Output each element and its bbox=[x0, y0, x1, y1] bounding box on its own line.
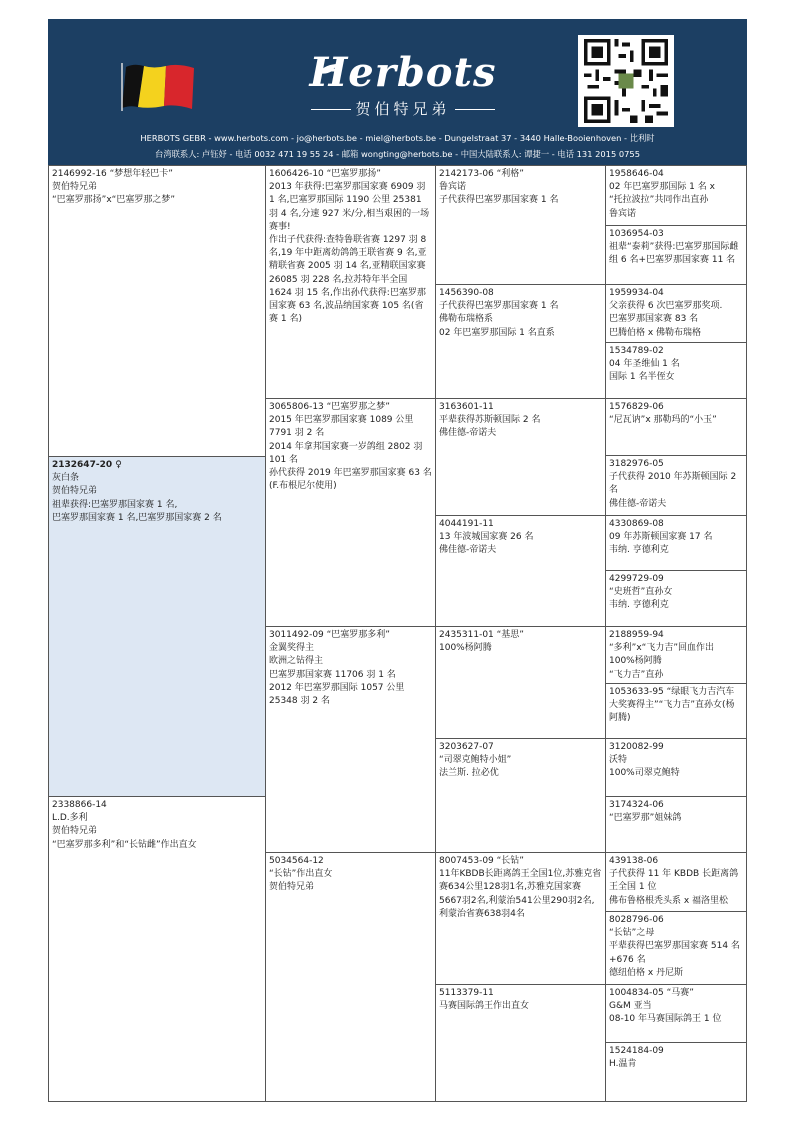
g2-box bbox=[265, 852, 436, 1102]
g4-box bbox=[605, 852, 747, 912]
g4-line: H.温肯 bbox=[609, 1059, 637, 1070]
g4-line: “长钻”之母 bbox=[609, 928, 655, 939]
g2-line: 3065806-13 “巴塞罗那之梦” bbox=[269, 402, 390, 412]
subject-id: 2132647-20 ♀ bbox=[52, 460, 122, 470]
qr-code-icon bbox=[578, 35, 674, 127]
g2-box bbox=[265, 165, 436, 399]
g2-line: 2012 年巴塞罗那国际 1057 公里 25348 羽 2 名 bbox=[269, 682, 405, 707]
sire-line: 2146992-16 “梦想年轻巴卡” bbox=[52, 169, 173, 179]
g4-line: 3182976-05 bbox=[609, 459, 664, 469]
g3-line: 5113379-11 bbox=[439, 988, 494, 998]
g3-box bbox=[435, 284, 606, 399]
g4-line: 100%杨阿腾 bbox=[609, 656, 662, 667]
g4-box bbox=[605, 683, 747, 739]
g3-line: 3163601-11 bbox=[439, 402, 494, 412]
brand-cn: 贺伯特兄弟 bbox=[298, 98, 508, 119]
g4-line: 韦纳. 亨德利克 bbox=[609, 600, 669, 611]
g4-line: 1534789-02 bbox=[609, 346, 664, 356]
g4-line: 祖辈“泰莉”获得:巴塞罗那国际雌组 6 名+巴塞罗那国家赛 11 名 bbox=[609, 242, 739, 266]
contact-line-1: HERBOTS GEBR - www.herbots.com - jo@herbots.be - miel@herbots.be - Dungelstraat 37 - 3440 Halle-Booienhoven - 比利时 bbox=[140, 133, 655, 143]
g4-box bbox=[605, 738, 747, 797]
g4-line: 平辈获得巴塞罗那国家赛 514 名+676 名 bbox=[609, 941, 740, 965]
g3-box bbox=[435, 984, 606, 1102]
g4-line: “飞力吉”直孙 bbox=[609, 669, 664, 680]
g4-line: 100%司翠克鲍特 bbox=[609, 768, 680, 779]
g3-line: 马赛国际鸽王作出直女 bbox=[439, 1001, 530, 1012]
g2-line: “长钻”作出直女 bbox=[269, 869, 333, 880]
g2-line: 3011492-09 “巴塞罗那多利” bbox=[269, 630, 390, 640]
g3-line: 法兰斯. 拉必优 bbox=[439, 768, 499, 779]
dam-box bbox=[48, 796, 266, 1102]
g2-line: 2015 年巴塞罗那国家赛 1089 公里 7791 羽 2 名 bbox=[269, 415, 414, 439]
g4-line: 1053633-95 “绿眼飞力吉汽车大奖赛得主”“飞力吉”直孙女(杨阿腾) bbox=[609, 687, 735, 724]
g3-line: 佛佳德-帝诺夫 bbox=[439, 545, 497, 556]
g2-line: 1606426-10 “巴塞罗那扬” bbox=[269, 169, 381, 179]
sire-line: 贺伯特兄弟 bbox=[52, 182, 98, 193]
g3-line: 佛佳德-帝诺夫 bbox=[439, 428, 497, 439]
g4-line: 巴塞罗那国家赛 83 名 bbox=[609, 314, 699, 325]
g3-box bbox=[435, 165, 606, 285]
g2-line: 孙代获得 2019 年巴塞罗那国家赛 63 名(F.布根尼尔使用) bbox=[269, 468, 432, 492]
g2-line: 巴塞罗那国家赛 11706 羽 1 名 bbox=[269, 669, 396, 680]
g4-line: 韦纳. 亨德利克 bbox=[609, 545, 669, 556]
g2-line: 2014 年拿邦国家赛一岁鸽组 2802 羽 101 名 bbox=[269, 441, 423, 465]
g4-line: 巴腾伯格 x 佛勒布瑞格 bbox=[609, 327, 702, 338]
g4-line: 国际 1 名半侄女 bbox=[609, 372, 675, 383]
g4-box bbox=[605, 398, 747, 456]
belgian-flag-icon bbox=[120, 59, 200, 111]
g4-box bbox=[605, 796, 747, 853]
g4-box bbox=[605, 911, 747, 985]
g4-line: 德纽伯格 x 丹尼斯 bbox=[609, 967, 684, 978]
g4-line: 1524184-09 bbox=[609, 1046, 664, 1056]
g3-line: 8007453-09 “长钻” bbox=[439, 856, 524, 866]
sire-box bbox=[48, 165, 266, 457]
g4-box bbox=[605, 984, 747, 1043]
g4-box bbox=[605, 515, 747, 571]
brand-logo: Herbots bbox=[309, 49, 497, 96]
g2-line: 贺伯特兄弟 bbox=[269, 882, 315, 893]
g4-line: “尼瓦讷”x 那勒玛的“小玉” bbox=[609, 415, 717, 426]
g4-line: 1959934-04 bbox=[609, 288, 664, 298]
g4-box bbox=[605, 284, 747, 343]
g3-line: 4044191-11 bbox=[439, 519, 494, 529]
g4-line: 1036954-03 bbox=[609, 229, 664, 239]
g3-line: 2142173-06 “利格” bbox=[439, 169, 524, 179]
dam-line: “巴塞罗那多利”和“长钻雌”作出直女 bbox=[52, 839, 197, 850]
g2-line: 作出子代获得:查特鲁联省赛 1297 羽 8 名,19 年中距离幼鸽鸽王联省赛 9 名,亚精联省赛 2005 羽 14 名,亚精联国家赛 26085 羽 228 名,拉苏特年半全国 1624 羽 15 名,作出孙代获得:巴塞罗那国家赛 63 名,波品纳国家赛 105 名(省赛 1 名) bbox=[269, 235, 427, 325]
g4-line: 1004834-05 “马赛” bbox=[609, 988, 694, 998]
subject-line: 贺伯特兄弟 bbox=[52, 486, 98, 497]
g4-line: 04 年圣维仙 1 名 bbox=[609, 359, 680, 370]
sire-line: “巴塞罗那扬”x“巴塞罗那之梦” bbox=[52, 195, 175, 206]
g4-line: 08-10 年马赛国际鸽王 1 位 bbox=[609, 1014, 722, 1025]
g4-line: “史班哲”直孙女 bbox=[609, 587, 673, 598]
g4-line: 1576829-06 bbox=[609, 402, 664, 412]
g4-line: 1958646-04 bbox=[609, 169, 664, 179]
dam-line: L.D.多利 bbox=[52, 813, 88, 824]
g3-line: 子代获得巴塞罗那国家赛 1 名 bbox=[439, 301, 559, 312]
g4-line: 3120082-99 bbox=[609, 742, 664, 752]
g3-box bbox=[435, 738, 606, 853]
g4-box bbox=[605, 342, 747, 399]
g3-line: 100%杨阿腾 bbox=[439, 643, 492, 654]
g3-line: 13 年波城国家赛 26 名 bbox=[439, 532, 534, 543]
g3-line: 2435311-01 “基思” bbox=[439, 630, 524, 640]
g3-box bbox=[435, 626, 606, 739]
g4-line: “托拉波拉”共同作出直孙 bbox=[609, 195, 709, 206]
g4-line: “多利”x“飞力吉”回血作出 bbox=[609, 643, 714, 654]
g2-box bbox=[265, 626, 436, 853]
dam-line: 2338866-14 bbox=[52, 800, 107, 810]
g4-line: 02 年巴塞罗那国际 1 名 x bbox=[609, 182, 715, 193]
g4-line: 4299729-09 bbox=[609, 574, 664, 584]
g3-line: 平辈获得苏斯顿国际 2 名 bbox=[439, 415, 541, 426]
g2-line: 5034564-12 bbox=[269, 856, 324, 866]
g3-line: 02 年巴塞罗那国际 1 名直系 bbox=[439, 327, 555, 338]
g4-line: 父亲获得 6 次巴塞罗那奖项. bbox=[609, 301, 723, 312]
g4-line: 2188959-94 bbox=[609, 630, 664, 640]
g4-line: 3174324-06 bbox=[609, 800, 664, 810]
g4-box bbox=[605, 165, 747, 226]
g4-box bbox=[605, 1042, 747, 1102]
subject-line: 灰白条 bbox=[52, 473, 80, 484]
g4-box bbox=[605, 626, 747, 684]
g4-line: 子代获得 11 年 KBDB 长距离鸽王全国 1 位 bbox=[609, 869, 739, 893]
g4-box bbox=[605, 225, 747, 285]
g4-box bbox=[605, 455, 747, 516]
g4-box bbox=[605, 570, 747, 627]
g4-line: 鲁宾诺 bbox=[609, 208, 637, 219]
g3-box bbox=[435, 852, 606, 985]
subject-box bbox=[48, 456, 266, 797]
g3-line: 1456390-08 bbox=[439, 288, 494, 298]
g3-line: 11年KBDB长距离鸽王全国1位,苏雅克省赛634公里128羽1名,苏雅克国家赛5667羽2名,利蒙治541公里290羽2名,利蒙治省赛638羽4名 bbox=[439, 869, 602, 919]
g2-box bbox=[265, 398, 436, 627]
header-banner bbox=[48, 19, 747, 165]
g3-box bbox=[435, 398, 606, 516]
g3-line: 3203627-07 bbox=[439, 742, 494, 752]
subject-line: 祖辈获得:巴塞罗那国家赛 1 名, bbox=[52, 499, 178, 510]
g3-line: 子代获得巴塞罗那国家赛 1 名 bbox=[439, 195, 559, 206]
g4-line: 子代获得 2010 年苏斯顿国际 2 名 bbox=[609, 472, 737, 496]
subject-line: 巴塞罗那国家赛 1 名,巴塞罗那国家赛 2 名 bbox=[52, 512, 222, 523]
g4-line: 佛布鲁格根秃头系 x 福洛里松 bbox=[609, 895, 729, 906]
contact-line-2: 台湾联系人: 卢钰妤 - 电话 0032 471 19 55 24 - 邮箱 wongting@herbots.be - 中国大陆联系人: 谭捷一 - 电话 131 2015 0755 bbox=[155, 149, 640, 159]
g4-line: G&M 亚当 bbox=[609, 1001, 652, 1012]
g4-line: 沃特 bbox=[609, 755, 628, 766]
dam-line: 贺伯特兄弟 bbox=[52, 826, 98, 837]
brand-block bbox=[298, 49, 508, 119]
g4-line: “巴塞罗那”姐妹鸽 bbox=[609, 813, 682, 824]
g3-line: “司翠克鲍特小姐” bbox=[439, 755, 512, 766]
g3-box bbox=[435, 515, 606, 627]
g2-line: 金翼奖得主 bbox=[269, 643, 315, 654]
g4-line: 佛佳德-帝诺夫 bbox=[609, 498, 667, 509]
g2-line: 2013 年获得:巴塞罗那国家赛 6909 羽 1 名,巴塞罗那国际 1190 公里 25381 羽 4 名,分速 927 米/分,相当艰困的一场赛事! bbox=[269, 182, 430, 232]
g3-line: 鲁宾诺 bbox=[439, 182, 467, 193]
g4-line: 8028796-06 bbox=[609, 915, 664, 925]
g4-line: 4330869-08 bbox=[609, 519, 664, 529]
g4-line: 439138-06 bbox=[609, 856, 659, 866]
g4-line: 09 年苏斯顿国家赛 17 名 bbox=[609, 532, 713, 543]
g2-line: 欧洲之钻得主 bbox=[269, 656, 324, 667]
g3-line: 佛勒布瑞格系 bbox=[439, 314, 494, 325]
